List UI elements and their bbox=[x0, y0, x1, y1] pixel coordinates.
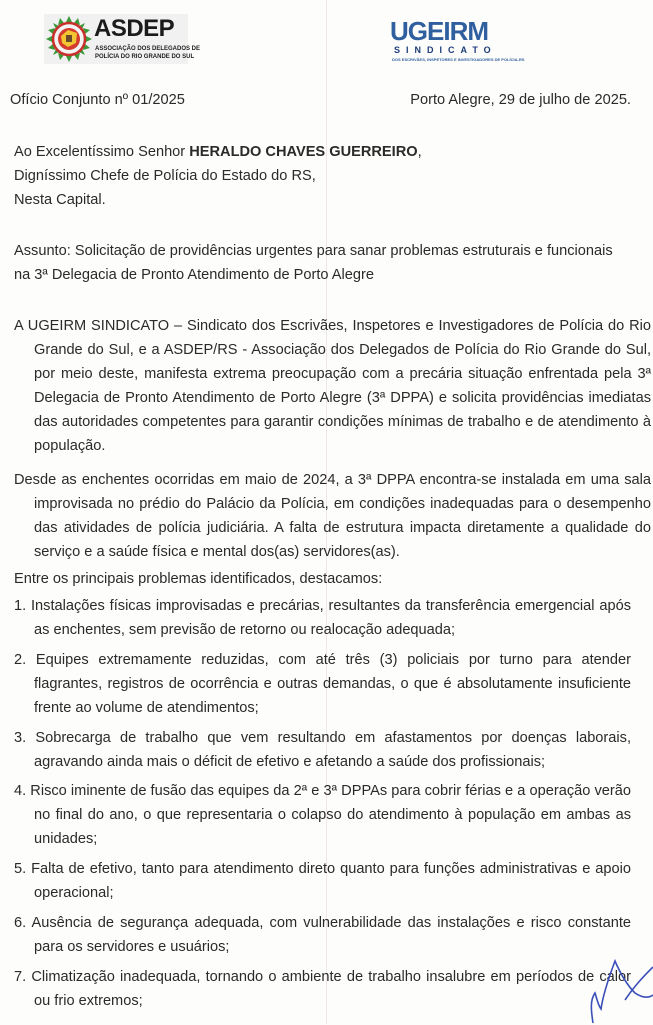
asdep-subtitle-line1: ASSOCIAÇÃO DOS DELEGADOS DE bbox=[95, 46, 201, 52]
asdep-logo bbox=[44, 14, 201, 64]
list-item: 1. Instalações físicas improvisadas e precárias, resultantes da transferência emergencial após as enchentes, sem previsão de retorno ou realocação adequada; bbox=[14, 598, 631, 638]
asdep-seal-icon bbox=[46, 16, 92, 62]
list-item: 7. Climatização inadequada, tornando o ambiente de trabalho insalubre em períodos de calor ou frio extremos; bbox=[14, 969, 631, 1009]
body-paragraph-3: Entre os principais problemas identificados, destacamos: bbox=[14, 571, 383, 587]
place-date: Porto Alegre, 29 de julho de 2025. bbox=[410, 92, 631, 108]
addressee-block bbox=[14, 140, 422, 212]
addressee-location: Nesta Capital. bbox=[14, 192, 106, 208]
addressee-title: Digníssimo Chefe de Polícia do Estado do RS, bbox=[14, 168, 316, 184]
subject-block bbox=[14, 239, 634, 287]
list-item: 5. Falta de efetivo, tanto para atendimento direto quanto para funções administrativas e apoio operacional; bbox=[14, 861, 631, 901]
ugeirm-name: UGEIRM bbox=[390, 16, 488, 46]
ugeirm-subtitle: DOS ESCRIVÃES, INSPETORES E INVESTIGADORES DE POLÍCIA-RS bbox=[392, 57, 525, 62]
ugeirm-sindicato: SINDICATO bbox=[394, 45, 497, 55]
list-item: 3. Sobrecarga de trabalho que vem resultando em afastamentos por doenças laborais, agravando ainda mais o déficit de efetivo e afetando a saúde dos profissionais; bbox=[14, 730, 631, 770]
ugeirm-logo bbox=[388, 16, 525, 66]
problems-list bbox=[14, 594, 631, 1013]
list-item: 6. Ausência de segurança adequada, com vulnerabilidade das instalações e risco constante para os servidores e usuários; bbox=[14, 915, 631, 955]
subject-line-2: na 3ª Delegacia de Pronto Atendimento de Porto Alegre bbox=[14, 267, 374, 283]
document-reference: Ofício Conjunto nº 01/2025 bbox=[10, 92, 185, 108]
body-paragraph-2: Desde as enchentes ocorridas em maio de 2024, a 3ª DPPA encontra-se instalada em uma sala improvisada no prédio do Palácio da Polícia, em condições inadequadas para o desempenho das atividades de polícia judiciária. A falta de estrutura impacta diretamente a qualidade do serviço e a saúde física e mental dos(as) servidores(as). bbox=[14, 472, 651, 560]
signature-mark-icon bbox=[565, 955, 653, 1025]
subject-line-1: Assunto: Solicitação de providências urgentes para sanar problemas estruturais e funcionais bbox=[14, 243, 613, 259]
list-item: 2. Equipes extremamente reduzidas, com até três (3) policiais por turno para atender flagrantes, registros de ocorrência e outras demandas, o que é absolutamente insuficiente frente ao volume de atendimentos; bbox=[14, 652, 631, 716]
addressee-line bbox=[14, 140, 422, 164]
asdep-name: ASDEP bbox=[94, 15, 175, 42]
addressee-name: HERALDO CHAVES GUERREIRO bbox=[189, 144, 418, 160]
body-paragraph-1: A UGEIRM SINDICATO – Sindicato dos Escrivães, Inspetores e Investigadores de Polícia do Rio Grande do Sul, e a ASDEP/RS - Associação dos Delegados de Polícia do Rio Grande do Sul, por meio deste, manifesta extrema preocupação com a precária situação enfrentada pela 3ª Delegacia de Pronto Atendimento de Porto Alegre (3ª DPPA) e solicita providências imediatas das autoridades competentes para garantir condições mínimas de trabalho e de atendimento à população. bbox=[14, 318, 651, 454]
asdep-subtitle-line2: POLÍCIA DO RIO GRANDE DO SUL bbox=[95, 54, 195, 60]
asdep-subtitle bbox=[95, 45, 201, 61]
list-item: 4. Risco iminente de fusão das equipes da 2ª e 3ª DPPAs para cobrir férias e a operação verão no final do ano, o que representaria o colapso do atendimento à população em ambas as unidades; bbox=[14, 783, 631, 847]
salutation: Ao Excelentíssimo Senhor bbox=[14, 144, 190, 160]
addressee-name-suffix: , bbox=[417, 144, 422, 160]
